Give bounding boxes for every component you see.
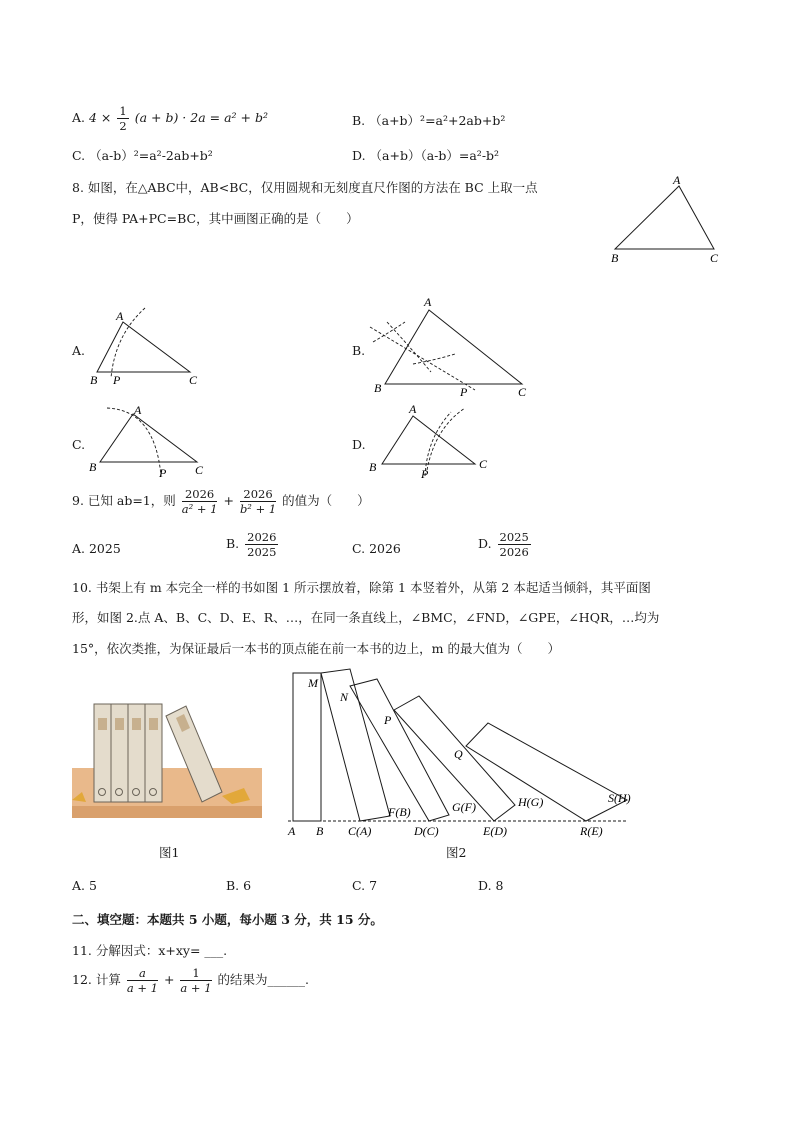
q10-option-a: A. 5 bbox=[72, 878, 97, 893]
label-a: A bbox=[288, 824, 296, 838]
label-p: P bbox=[384, 713, 392, 727]
q9-option-d-num: 2025 bbox=[499, 530, 529, 544]
q9-option-a: A. 2025 bbox=[72, 541, 121, 556]
label-p: P bbox=[113, 373, 121, 387]
label-a: A bbox=[673, 173, 681, 187]
q7-option-a-post: (a + b) · 2a = a² + b² bbox=[134, 110, 268, 125]
q9-option-d-label: D. bbox=[478, 536, 492, 551]
q7-option-c: C. （a-b）²=a²-2ab+b² bbox=[72, 148, 213, 163]
q9-pre: 9. 已知 ab=1，则 bbox=[72, 493, 176, 508]
q8-option-b-figure bbox=[365, 292, 540, 404]
q7-option-a-label: A. bbox=[72, 110, 86, 125]
label-c: C bbox=[710, 251, 719, 265]
q7-option-b: B. （a+b）²=a²+2ab+b² bbox=[352, 113, 506, 128]
q8-option-a-figure bbox=[85, 300, 215, 395]
label-m: M bbox=[308, 676, 318, 690]
q8-stem-line2: P，使得 PA+PC=BC，其中画图正确的是（ ） bbox=[72, 211, 359, 226]
label-b: B bbox=[611, 251, 619, 265]
q9-num1: 2026 bbox=[182, 487, 218, 502]
q12-den1: a + 1 bbox=[126, 981, 158, 995]
q9-fraction-1 bbox=[182, 487, 218, 516]
section-2-heading: 二、填空题：本题共 5 小题，每小题 3 分，共 15 分。 bbox=[72, 912, 383, 927]
q12-den2: a + 1 bbox=[180, 981, 212, 995]
q9-option-b bbox=[226, 530, 280, 559]
q9-post: 的值为（ ） bbox=[282, 493, 370, 508]
label-c: C bbox=[189, 373, 198, 387]
q9-option-d-den: 2026 bbox=[499, 545, 529, 559]
q8-option-b-label: B. bbox=[352, 343, 366, 358]
q9-option-d bbox=[478, 530, 533, 559]
q10-option-c: C. 7 bbox=[352, 878, 378, 893]
q12-stem bbox=[72, 966, 309, 995]
label-p: P bbox=[460, 385, 468, 399]
q12-plus: + bbox=[163, 972, 175, 987]
label-f-b: F(B) bbox=[388, 805, 411, 819]
q10-figure-2-caption: 图2 bbox=[446, 845, 467, 860]
label-c: C bbox=[195, 463, 204, 477]
q9-den1: a² + 1 bbox=[181, 502, 218, 516]
q7-option-a-num: 1 bbox=[119, 104, 127, 118]
q8-option-c-label: C. bbox=[72, 437, 86, 452]
q12-fraction-2 bbox=[180, 966, 211, 995]
q9-option-c: C. 2026 bbox=[352, 541, 401, 556]
q9-num2: 2026 bbox=[240, 487, 276, 502]
q9-option-b-label: B. bbox=[226, 536, 240, 551]
label-a: A bbox=[134, 403, 142, 417]
q9-fraction-2 bbox=[240, 487, 276, 516]
label-a: A bbox=[409, 402, 417, 416]
q9-plus: + bbox=[223, 493, 234, 508]
q7-option-a-den: 2 bbox=[119, 119, 127, 133]
q8-option-d-figure bbox=[365, 398, 505, 483]
q10-stem-line2: 形，如图 2.点 A、B、C、D、E、R、…，在同一条直线上，∠BMC，∠FND，∠GPE，∠HQR，…均为 bbox=[72, 610, 660, 625]
label-s-h: S(H) bbox=[608, 791, 631, 805]
label-b: B bbox=[316, 824, 324, 838]
q8-option-c-figure bbox=[85, 398, 215, 483]
q8-option-a-label: A. bbox=[72, 343, 86, 358]
label-g-f: G(F) bbox=[452, 800, 476, 814]
label-b: B bbox=[90, 373, 98, 387]
q9-option-b-fraction bbox=[245, 530, 278, 559]
label-c: C bbox=[479, 457, 488, 471]
label-p: P bbox=[159, 466, 167, 480]
q8-stem-line1: 8. 如图，在△ABC中，AB<BC，仅用圆规和无刻度直尺作图的方法在 BC 上取一点 bbox=[72, 180, 538, 195]
q10-option-b: B. 6 bbox=[226, 878, 252, 893]
q10-figure-1-caption: 图1 bbox=[159, 845, 180, 860]
q9-den2: b² + 1 bbox=[239, 502, 277, 516]
label-e-d: E(D) bbox=[483, 824, 507, 838]
q7-option-a-fraction bbox=[117, 104, 128, 133]
label-b: B bbox=[374, 381, 382, 395]
q7-option-a-pre: 4 × bbox=[89, 110, 112, 125]
label-c: C bbox=[518, 385, 527, 399]
q10-stem-line3: 15°，依次类推，为保证最后一本书的顶点能在前一本书的边上，m 的最大值为（ ） bbox=[72, 641, 560, 656]
q9-option-b-num: 2026 bbox=[247, 530, 277, 544]
q9-option-b-den: 2025 bbox=[247, 545, 277, 559]
label-a: A bbox=[424, 295, 432, 309]
q9-option-d-fraction bbox=[498, 530, 531, 559]
q7-option-d: D. （a+b）（a-b）=a²-b² bbox=[352, 148, 500, 163]
label-q: Q bbox=[454, 747, 463, 761]
q9-stem bbox=[72, 487, 370, 516]
q12-num1: a bbox=[127, 966, 158, 981]
label-h-g: H(G) bbox=[518, 795, 544, 809]
q8-reference-triangle bbox=[600, 170, 740, 270]
q11-stem: 11. 分解因式：x+xy= ___. bbox=[72, 943, 228, 958]
label-d-c: D(C) bbox=[414, 824, 439, 838]
q7-option-a bbox=[72, 104, 268, 133]
label-b: B bbox=[89, 460, 97, 474]
q12-fraction-1 bbox=[127, 966, 158, 995]
label-b: B bbox=[369, 460, 377, 474]
q12-pre: 12. 计算 bbox=[72, 972, 121, 987]
label-n: N bbox=[340, 690, 349, 704]
q8-option-d-label: D. bbox=[352, 437, 366, 452]
q10-figure-2-diagram bbox=[282, 664, 632, 840]
q10-stem-line1: 10. 书架上有 m 本完全一样的书如图 1 所示摆放着，除第 1 本竖着外，从第 2 本起适当倾斜，其平面图 bbox=[72, 580, 651, 595]
q10-option-d: D. 8 bbox=[478, 878, 504, 893]
q12-num2: 1 bbox=[180, 966, 211, 981]
q10-figure-1-books bbox=[72, 688, 262, 818]
label-c-a: C(A) bbox=[348, 824, 372, 838]
label-r-e: R(E) bbox=[580, 824, 603, 838]
label-p: P bbox=[421, 467, 429, 481]
label-a: A bbox=[116, 309, 124, 323]
q12-post: 的结果为______. bbox=[217, 972, 310, 987]
